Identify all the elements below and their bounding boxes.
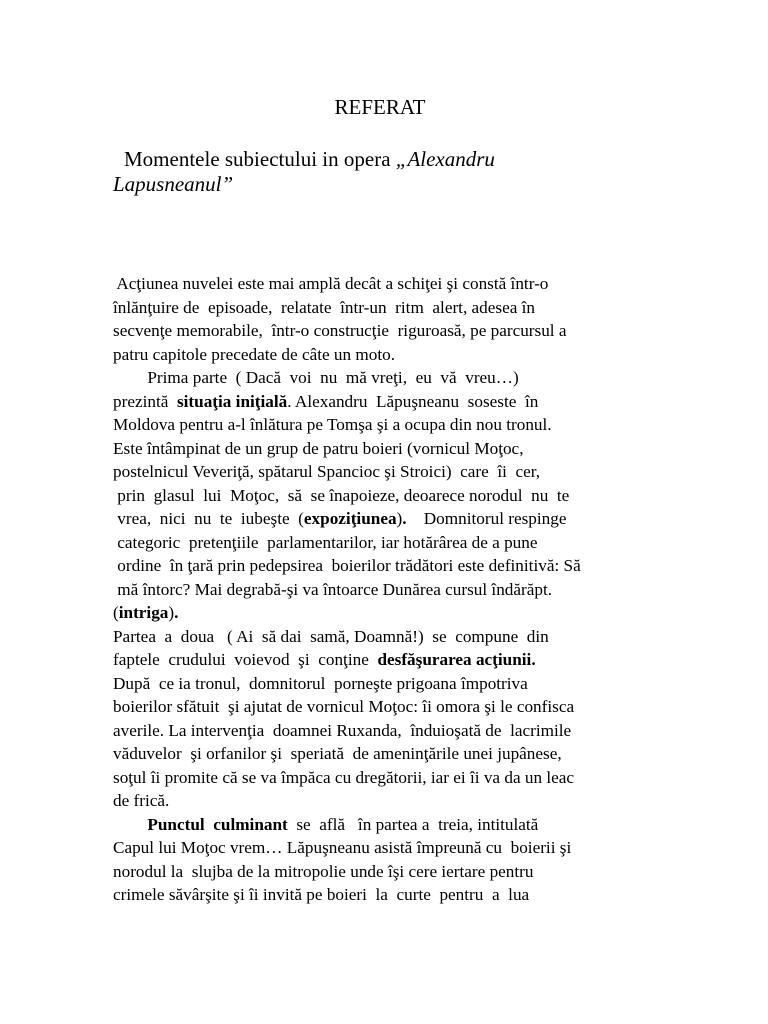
text-line (113, 531, 663, 555)
text-segment: înlănţuire de episoade, relatate într-un ritm alert, adesea în (113, 297, 536, 317)
text-segment: . Alexandru Lăpuşneanu soseste în (287, 391, 539, 411)
text-segment: faptele crudului voievod şi conţine (113, 650, 378, 669)
text-segment: văduvelor şi orfanilor şi speriată de ameninţările unei jupânese, (113, 744, 562, 763)
bold-text: . (402, 509, 407, 528)
text-line (113, 695, 663, 719)
text-segment: prezintă (113, 391, 177, 411)
text-segment: Partea a doua ( Ai să dai samă, Doamnă!) se compune din (113, 626, 549, 646)
text-line (113, 507, 663, 531)
document-title: REFERAT (334, 95, 426, 119)
bold-text: Punctul culminant (147, 814, 288, 834)
bold-text: . (174, 603, 179, 622)
text-segment: Prima parte ( Dacă voi nu mă vreţi, eu vă vreu…) (113, 368, 519, 387)
text-segment: boierilor sfătuit şi ajutat de vornicul Moţoc: îi omora şi le confisca (113, 697, 575, 716)
text-line (113, 672, 663, 696)
text-line (113, 860, 663, 884)
body-text (113, 272, 663, 907)
text-segment: Capul lui Moţoc vrem… Lăpuşneanu asistă împreună cu boierii şi (113, 838, 572, 857)
text-segment: mă întorc? Mai degrabă-şi va întoarce Dunărea cursul îndărăpt. (113, 579, 553, 599)
text-line (113, 883, 663, 907)
text-line (113, 413, 663, 437)
bold-text: desfăşurarea acţiunii. (377, 650, 536, 669)
text-line (113, 343, 663, 367)
text-line (113, 460, 663, 484)
text-segment: Moldova pentru a-l înlătura pe Tomşa şi a ocupa din nou tronul. (113, 415, 552, 434)
text-line (113, 625, 663, 649)
text-line (113, 272, 663, 296)
text-segment: crimele săvârşite şi îi invită pe boieri la curte pentru a lua (113, 885, 530, 904)
text-line (113, 648, 663, 672)
text-segment: ordine în ţară prin pedepsirea boierilor trădători este definitivă: Să (113, 556, 581, 575)
text-line (113, 366, 663, 390)
text-segment: prin glasul lui Moţoc, să se înapoieze, deoarece norodul nu te (113, 485, 570, 505)
text-segment: postelnicul Veveriţă, spătarul Spancioc şi Stroici) care îi cer, (113, 462, 541, 481)
text-segment: ) (168, 603, 175, 622)
text-line (113, 296, 663, 320)
text-segment: După ce ia tronul, domnitorul porneşte prigoana împotriva (113, 673, 528, 693)
text-line (113, 789, 663, 813)
text-line (113, 813, 663, 837)
text-segment: Este întâmpinat de un grup de patru boieri (vornicul Moţoc, (113, 438, 524, 458)
subtitle-line-2 (113, 172, 673, 197)
subtitle-line-1 (113, 147, 673, 172)
text-segment: vrea, nici nu te iubeşte ( (113, 509, 304, 528)
text-line (113, 390, 663, 414)
text-segment: averile. La intervenţia doamnei Ruxanda, înduioşată de lacrimile (113, 720, 572, 740)
text-line (113, 766, 663, 790)
text-segment (113, 815, 147, 834)
bold-text: intriga (118, 603, 169, 622)
subtitle-prefix: Momentele subiectului in opera (124, 147, 396, 171)
text-segment: ( (113, 603, 119, 622)
text-line (113, 742, 663, 766)
text-line (113, 437, 663, 461)
text-segment: soţul îi promite că se va împăca cu dregătorii, iar ei îi va da un leac (113, 767, 575, 787)
text-line (113, 578, 663, 602)
document-subtitle (113, 147, 673, 197)
text-line (113, 484, 663, 508)
text-line (113, 836, 663, 860)
text-segment: de frică. (113, 791, 170, 810)
text-segment: norodul la slujba de la mitropolie unde îşi cere iertare pentru (113, 861, 534, 881)
work-title-part-1: „Alexandru (395, 147, 495, 171)
text-segment: Acţiunea nuvelei este mai amplă decât a schiţei şi constă într-o (113, 274, 549, 293)
text-line (113, 554, 663, 578)
text-line (113, 601, 663, 625)
text-segment: categoric pretenţiile parlamentarilor, iar hotărârea de a pune (113, 532, 538, 552)
text-segment: ) (396, 509, 403, 528)
bold-text: situaţia iniţială (176, 391, 288, 411)
text-segment: se află în partea a treia, intitulată (287, 814, 539, 834)
text-segment: secvenţe memorabile, într-o construcţie riguroasă, pe parcursul a (113, 321, 567, 340)
text-line (113, 319, 663, 343)
text-segment: patru capitole precedate de câte un moto. (113, 344, 396, 364)
bold-text: expoziţiunea (303, 509, 397, 528)
text-segment: Domnitorul respinge (406, 509, 567, 528)
work-title-part-2: Lapusneanul” (113, 172, 234, 196)
text-line (113, 719, 663, 743)
